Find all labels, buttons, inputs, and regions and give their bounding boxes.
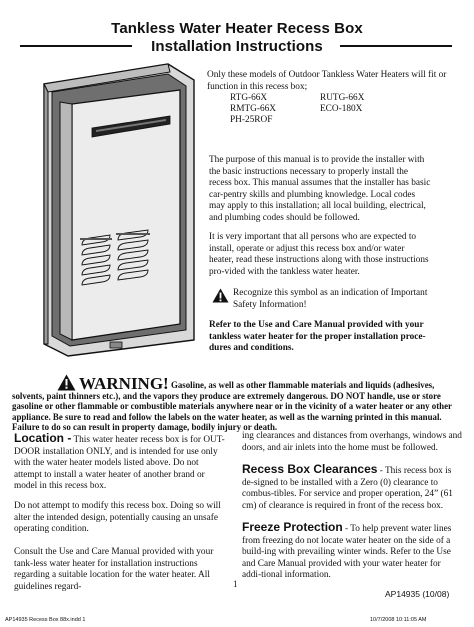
models-row	[230, 115, 410, 126]
model-name: RMTG-66X	[230, 104, 276, 115]
location-paragraph-3: Consult the Use and Care Manual provided with your tank-less water heater for installation instructions regarding a suitable location for the water heater. All guidelines regard-	[14, 547, 214, 592]
document-code: AP14935 (10/08)	[385, 589, 450, 599]
important-paragraph: It is very important that all persons who are expected to install, operate or adjust this recess box and/or water heater, read these instructions along with those instructions pro-vided with the tankless water heater.	[209, 232, 429, 277]
freeze-paragraph	[242, 522, 462, 582]
purpose-paragraph: The purpose of this manual is to provide the installer with the basic instructions necessary to properly install the recess box. This manual assumes that the installer has basic car-pentry skills and plumbing knowledge. Local codes may apply to this installation; all local building, electrical, and plumbing codes should be followed.	[209, 155, 431, 223]
footer-file-name: AP14935 Recess Box 88x.indd 1	[5, 617, 86, 623]
location-heading: Location -	[14, 431, 72, 445]
page-number: 1	[233, 579, 238, 589]
model-name: RTG-66X	[230, 93, 268, 103]
title-rule-left	[20, 45, 132, 47]
warning-icon	[57, 374, 76, 391]
models-intro: Only these models of Outdoor Tankless Water Heaters will fit or function in this recess box;	[207, 70, 447, 92]
title-rule-right	[340, 45, 452, 47]
model-name: RUTG-66X	[320, 93, 365, 103]
location-paragraph	[14, 433, 228, 493]
clearances-text: - This recess box is de-signed to be installed with a Zero (0) clearance to combus-tibles. For service and proper operation, 24” (61 cm) of clearance is required in front of the recess box.	[242, 466, 453, 511]
freeze-text: - To help prevent water lines from freezing do not locate water heater on the side of a build-ing with prevailing winter winds. Refer to the Use and Care Manual provided with your water heater for addi-tional information.	[242, 524, 452, 581]
location-paragraph-2: Do not attempt to modify this recess box. Doing so will alter the intended design, potentially causing an unsafe operating condition.	[14, 501, 221, 535]
location-text-1: This water heater recess box is for OUT-DOOR installation ONLY, and is intended for use only with the water heater models listed above. Do not attempt to install a water heater of another brand or model in this recess box.	[14, 435, 225, 492]
continued-paragraph: ing clearances and distances from overhangs, windows and doors, and air inlets into the home must be followed.	[242, 431, 462, 453]
clearances-heading: Recess Box Clearances	[242, 462, 378, 476]
footer-timestamp: 10/7/2008 10:11:05 AM	[370, 617, 427, 623]
title-line-2: Installation Instructions	[151, 38, 323, 55]
models-row	[230, 104, 410, 115]
warning-word: WARNING!	[79, 374, 169, 393]
clearances-paragraph	[242, 464, 462, 512]
models-row	[230, 93, 410, 104]
warning-block	[12, 374, 462, 433]
model-name: PH-25ROF	[230, 115, 273, 126]
recess-box-illustration	[38, 62, 198, 358]
recognize-paragraph: Recognize this symbol as an indication of Important Safety Information!	[233, 288, 428, 310]
safety-alert-icon	[212, 288, 229, 303]
model-name: ECO-180X	[320, 104, 363, 115]
freeze-heading: Freeze Protection	[242, 520, 343, 534]
refer-paragraph: Refer to the Use and Care Manual provided with your tankless water heater for the proper installation proce-dures and conditions.	[209, 320, 426, 354]
title-line-1: Tankless Water Heater Recess Box	[111, 20, 363, 37]
models-list	[230, 93, 410, 127]
warning-text: Gasoline, as well as other flammable materials and liquids (adhesives, solvents, paint thinners etc.), and the vapors they produce are extremely dangerous. DO NOT handle, use or store gasoline or other flammable or combustible materials anywhere near or in the vicinity of a water heater or any other appliance. Be sure to read and follow the labels on the water heater, as well as the warning printed in this manual. Failure to do so can result in property damage, bodily injury or death.	[12, 380, 452, 433]
